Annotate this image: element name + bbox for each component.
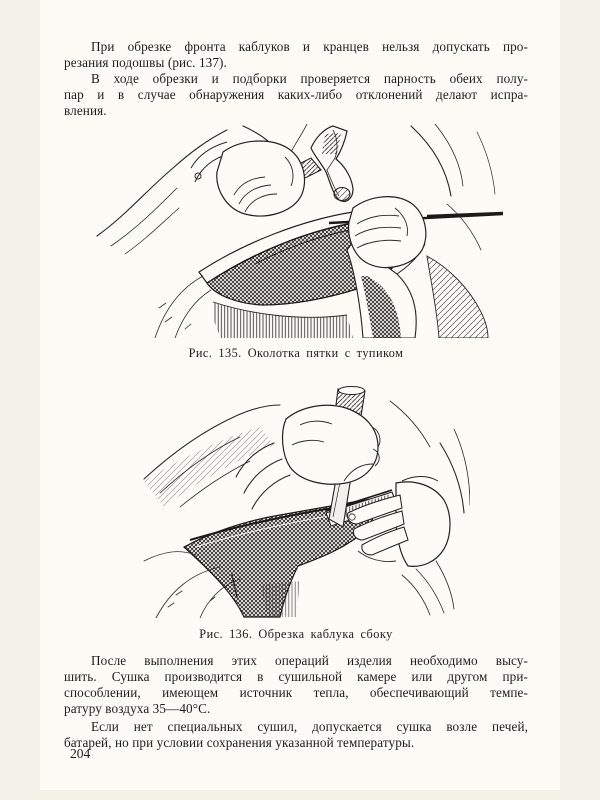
text-line: батарей, но при условии сохранения указанной температуры. [64, 735, 415, 750]
text-line: вления. [64, 103, 107, 118]
text-line: способлении, имеющем источник тепла, обеспечивающий темпе- [64, 685, 528, 700]
text-line: Если нет специальных сушил, допускается сушка возле печей, [91, 719, 528, 734]
figure-135-illustration [95, 124, 510, 338]
book-page [40, 0, 560, 790]
page-number: 204 [70, 746, 91, 761]
text-line: После выполнения этих операций изделия необходимо высу- [91, 653, 528, 668]
paragraph [64, 71, 528, 119]
paragraph [64, 719, 528, 751]
text-line: пар и в случае обнаружения каких-либо отклонений делают испра- [64, 87, 528, 102]
figure-135 [95, 124, 510, 338]
text-line: резания подошвы (рис. 137). [64, 55, 227, 70]
text-line: В ходе обрезки и подборки проверяется парность обеих полу- [91, 71, 528, 86]
figure-135-caption: Рис. 135. Околотка пятки с тупиком [188, 346, 404, 360]
figure-136 [140, 385, 470, 618]
figure-136-illustration [140, 385, 470, 618]
paragraph [64, 39, 528, 71]
paragraph [64, 653, 528, 717]
figure-136-caption: Рис. 136. Обрезка каблука сбоку [199, 627, 393, 641]
text-line: шить. Сушка производится в сушильной камере или другом при- [64, 669, 528, 684]
text-line: ратуру воздуха 35—40°С. [64, 701, 211, 716]
text-line: При обрезке фронта каблуков и кранцев нельзя допускать про- [91, 39, 528, 54]
